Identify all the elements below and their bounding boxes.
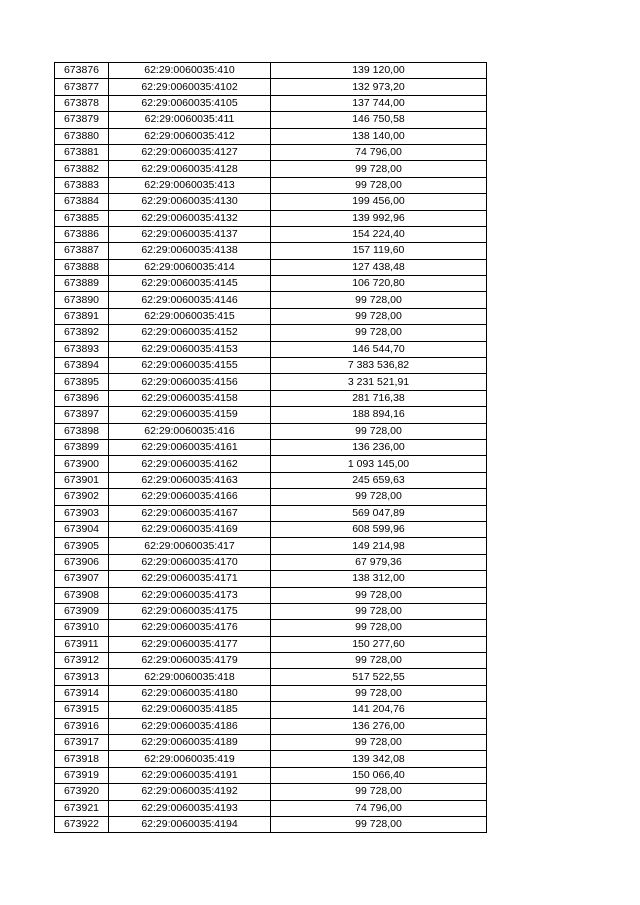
value-cell: 138 312,00 — [271, 571, 487, 587]
table-row — [55, 456, 487, 472]
table-row — [55, 243, 487, 259]
table-row — [55, 161, 487, 177]
cadastral-number-cell: 62:29:0060035:4130 — [109, 194, 271, 210]
table-row — [55, 276, 487, 292]
table-row — [55, 407, 487, 423]
table-row — [55, 341, 487, 357]
value-cell: 150 066,40 — [271, 767, 487, 783]
cadastral-number-cell: 62:29:0060035:4163 — [109, 472, 271, 488]
table-row — [55, 784, 487, 800]
value-cell: 1 093 145,00 — [271, 456, 487, 472]
table-row — [55, 718, 487, 734]
row-number-cell: 673897 — [55, 407, 109, 423]
cadastral-number-cell: 62:29:0060035:4159 — [109, 407, 271, 423]
row-number-cell: 673922 — [55, 816, 109, 832]
row-number-cell: 673902 — [55, 489, 109, 505]
cadastral-number-cell: 62:29:0060035:4194 — [109, 816, 271, 832]
cadastral-number-cell: 62:29:0060035:4132 — [109, 210, 271, 226]
value-cell: 157 119,60 — [271, 243, 487, 259]
row-number-cell: 673890 — [55, 292, 109, 308]
table-row — [55, 669, 487, 685]
table-row — [55, 620, 487, 636]
row-number-cell: 673894 — [55, 358, 109, 374]
value-cell: 146 750,58 — [271, 112, 487, 128]
value-cell: 199 456,00 — [271, 194, 487, 210]
cadastral-number-cell: 62:29:0060035:419 — [109, 751, 271, 767]
value-cell: 74 796,00 — [271, 800, 487, 816]
table-row — [55, 144, 487, 160]
table-row — [55, 226, 487, 242]
cadastral-number-cell: 62:29:0060035:4176 — [109, 620, 271, 636]
table-row — [55, 521, 487, 537]
row-number-cell: 673888 — [55, 259, 109, 275]
table-row — [55, 128, 487, 144]
row-number-cell: 673905 — [55, 538, 109, 554]
document-page — [54, 62, 487, 833]
data-table — [54, 62, 487, 833]
value-cell: 608 599,96 — [271, 521, 487, 537]
cadastral-number-cell: 62:29:0060035:417 — [109, 538, 271, 554]
table-row — [55, 390, 487, 406]
row-number-cell: 673906 — [55, 554, 109, 570]
row-number-cell: 673916 — [55, 718, 109, 734]
row-number-cell: 673912 — [55, 653, 109, 669]
row-number-cell: 673908 — [55, 587, 109, 603]
row-number-cell: 673886 — [55, 226, 109, 242]
cadastral-number-cell: 62:29:0060035:415 — [109, 308, 271, 324]
table-row — [55, 816, 487, 832]
table-row — [55, 210, 487, 226]
value-cell: 99 728,00 — [271, 784, 487, 800]
table-row — [55, 571, 487, 587]
cadastral-number-cell: 62:29:0060035:4179 — [109, 653, 271, 669]
cadastral-number-cell: 62:29:0060035:4128 — [109, 161, 271, 177]
table-row — [55, 735, 487, 751]
row-number-cell: 673907 — [55, 571, 109, 587]
row-number-cell: 673919 — [55, 767, 109, 783]
value-cell: 188 894,16 — [271, 407, 487, 423]
row-number-cell: 673883 — [55, 177, 109, 193]
row-number-cell: 673889 — [55, 276, 109, 292]
value-cell: 139 342,08 — [271, 751, 487, 767]
table-row — [55, 505, 487, 521]
table-row — [55, 653, 487, 669]
table-row — [55, 308, 487, 324]
row-number-cell: 673898 — [55, 423, 109, 439]
row-number-cell: 673915 — [55, 702, 109, 718]
table-row — [55, 587, 487, 603]
table-row — [55, 177, 487, 193]
table-row — [55, 292, 487, 308]
cadastral-number-cell: 62:29:0060035:4170 — [109, 554, 271, 570]
value-cell: 99 728,00 — [271, 620, 487, 636]
row-number-cell: 673876 — [55, 63, 109, 79]
row-number-cell: 673914 — [55, 685, 109, 701]
table-row — [55, 194, 487, 210]
cadastral-number-cell: 62:29:0060035:4167 — [109, 505, 271, 521]
cadastral-number-cell: 62:29:0060035:4105 — [109, 95, 271, 111]
row-number-cell: 673910 — [55, 620, 109, 636]
value-cell: 149 214,98 — [271, 538, 487, 554]
cadastral-number-cell: 62:29:0060035:412 — [109, 128, 271, 144]
cadastral-number-cell: 62:29:0060035:4180 — [109, 685, 271, 701]
cadastral-number-cell: 62:29:0060035:4155 — [109, 358, 271, 374]
value-cell: 154 224,40 — [271, 226, 487, 242]
value-cell: 3 231 521,91 — [271, 374, 487, 390]
row-number-cell: 673887 — [55, 243, 109, 259]
row-number-cell: 673918 — [55, 751, 109, 767]
value-cell: 139 120,00 — [271, 63, 487, 79]
cadastral-number-cell: 62:29:0060035:4185 — [109, 702, 271, 718]
table-row — [55, 472, 487, 488]
value-cell: 517 522,55 — [271, 669, 487, 685]
cadastral-number-cell: 62:29:0060035:4173 — [109, 587, 271, 603]
row-number-cell: 673891 — [55, 308, 109, 324]
table-row — [55, 538, 487, 554]
value-cell: 99 728,00 — [271, 603, 487, 619]
table-row — [55, 702, 487, 718]
row-number-cell: 673893 — [55, 341, 109, 357]
table-row — [55, 325, 487, 341]
cadastral-number-cell: 62:29:0060035:4166 — [109, 489, 271, 505]
cadastral-number-cell: 62:29:0060035:4146 — [109, 292, 271, 308]
cadastral-number-cell: 62:29:0060035:4153 — [109, 341, 271, 357]
cadastral-number-cell: 62:29:0060035:4177 — [109, 636, 271, 652]
value-cell: 99 728,00 — [271, 653, 487, 669]
value-cell: 99 728,00 — [271, 292, 487, 308]
cadastral-number-cell: 62:29:0060035:4169 — [109, 521, 271, 537]
table-row — [55, 685, 487, 701]
value-cell: 245 659,63 — [271, 472, 487, 488]
row-number-cell: 673899 — [55, 439, 109, 455]
table-row — [55, 374, 487, 390]
value-cell: 99 728,00 — [271, 161, 487, 177]
value-cell: 99 728,00 — [271, 735, 487, 751]
value-cell: 150 277,60 — [271, 636, 487, 652]
cadastral-number-cell: 62:29:0060035:4152 — [109, 325, 271, 341]
value-cell: 74 796,00 — [271, 144, 487, 160]
value-cell: 99 728,00 — [271, 489, 487, 505]
table-row — [55, 63, 487, 79]
cadastral-number-cell: 62:29:0060035:416 — [109, 423, 271, 439]
row-number-cell: 673885 — [55, 210, 109, 226]
row-number-cell: 673877 — [55, 79, 109, 95]
cadastral-number-cell: 62:29:0060035:418 — [109, 669, 271, 685]
table-row — [55, 95, 487, 111]
table-row — [55, 112, 487, 128]
cadastral-number-cell: 62:29:0060035:4192 — [109, 784, 271, 800]
value-cell: 139 992,96 — [271, 210, 487, 226]
row-number-cell: 673911 — [55, 636, 109, 652]
value-cell: 99 728,00 — [271, 816, 487, 832]
row-number-cell: 673913 — [55, 669, 109, 685]
value-cell: 67 979,36 — [271, 554, 487, 570]
cadastral-number-cell: 62:29:0060035:4162 — [109, 456, 271, 472]
table-row — [55, 800, 487, 816]
value-cell: 99 728,00 — [271, 587, 487, 603]
row-number-cell: 673882 — [55, 161, 109, 177]
cadastral-number-cell: 62:29:0060035:4145 — [109, 276, 271, 292]
row-number-cell: 673903 — [55, 505, 109, 521]
value-cell: 99 728,00 — [271, 685, 487, 701]
value-cell: 141 204,76 — [271, 702, 487, 718]
cadastral-number-cell: 62:29:0060035:4175 — [109, 603, 271, 619]
row-number-cell: 673880 — [55, 128, 109, 144]
table-row — [55, 79, 487, 95]
table-body — [55, 63, 487, 833]
row-number-cell: 673900 — [55, 456, 109, 472]
value-cell: 146 544,70 — [271, 341, 487, 357]
cadastral-number-cell: 62:29:0060035:4158 — [109, 390, 271, 406]
row-number-cell: 673901 — [55, 472, 109, 488]
value-cell: 136 236,00 — [271, 439, 487, 455]
cadastral-number-cell: 62:29:0060035:414 — [109, 259, 271, 275]
value-cell: 136 276,00 — [271, 718, 487, 734]
cadastral-number-cell: 62:29:0060035:4102 — [109, 79, 271, 95]
cadastral-number-cell: 62:29:0060035:4189 — [109, 735, 271, 751]
table-row — [55, 636, 487, 652]
value-cell: 132 973,20 — [271, 79, 487, 95]
row-number-cell: 673878 — [55, 95, 109, 111]
table-row — [55, 603, 487, 619]
value-cell: 138 140,00 — [271, 128, 487, 144]
value-cell: 99 728,00 — [271, 423, 487, 439]
table-row — [55, 489, 487, 505]
cadastral-number-cell: 62:29:0060035:4156 — [109, 374, 271, 390]
row-number-cell: 673884 — [55, 194, 109, 210]
cadastral-number-cell: 62:29:0060035:410 — [109, 63, 271, 79]
table-row — [55, 554, 487, 570]
row-number-cell: 673895 — [55, 374, 109, 390]
cadastral-number-cell: 62:29:0060035:4193 — [109, 800, 271, 816]
row-number-cell: 673896 — [55, 390, 109, 406]
value-cell: 99 728,00 — [271, 177, 487, 193]
cadastral-number-cell: 62:29:0060035:411 — [109, 112, 271, 128]
cadastral-number-cell: 62:29:0060035:413 — [109, 177, 271, 193]
row-number-cell: 673920 — [55, 784, 109, 800]
row-number-cell: 673921 — [55, 800, 109, 816]
row-number-cell: 673879 — [55, 112, 109, 128]
table-row — [55, 751, 487, 767]
value-cell: 137 744,00 — [271, 95, 487, 111]
value-cell: 569 047,89 — [271, 505, 487, 521]
table-row — [55, 423, 487, 439]
row-number-cell: 673904 — [55, 521, 109, 537]
table-row — [55, 259, 487, 275]
cadastral-number-cell: 62:29:0060035:4171 — [109, 571, 271, 587]
row-number-cell: 673892 — [55, 325, 109, 341]
table-row — [55, 439, 487, 455]
row-number-cell: 673909 — [55, 603, 109, 619]
cadastral-number-cell: 62:29:0060035:4137 — [109, 226, 271, 242]
cadastral-number-cell: 62:29:0060035:4191 — [109, 767, 271, 783]
value-cell: 99 728,00 — [271, 308, 487, 324]
row-number-cell: 673881 — [55, 144, 109, 160]
cadastral-number-cell: 62:29:0060035:4127 — [109, 144, 271, 160]
cadastral-number-cell: 62:29:0060035:4161 — [109, 439, 271, 455]
value-cell: 7 383 536,82 — [271, 358, 487, 374]
value-cell: 99 728,00 — [271, 325, 487, 341]
table-row — [55, 767, 487, 783]
cadastral-number-cell: 62:29:0060035:4186 — [109, 718, 271, 734]
row-number-cell: 673917 — [55, 735, 109, 751]
value-cell: 106 720,80 — [271, 276, 487, 292]
cadastral-number-cell: 62:29:0060035:4138 — [109, 243, 271, 259]
value-cell: 281 716,38 — [271, 390, 487, 406]
value-cell: 127 438,48 — [271, 259, 487, 275]
table-row — [55, 358, 487, 374]
